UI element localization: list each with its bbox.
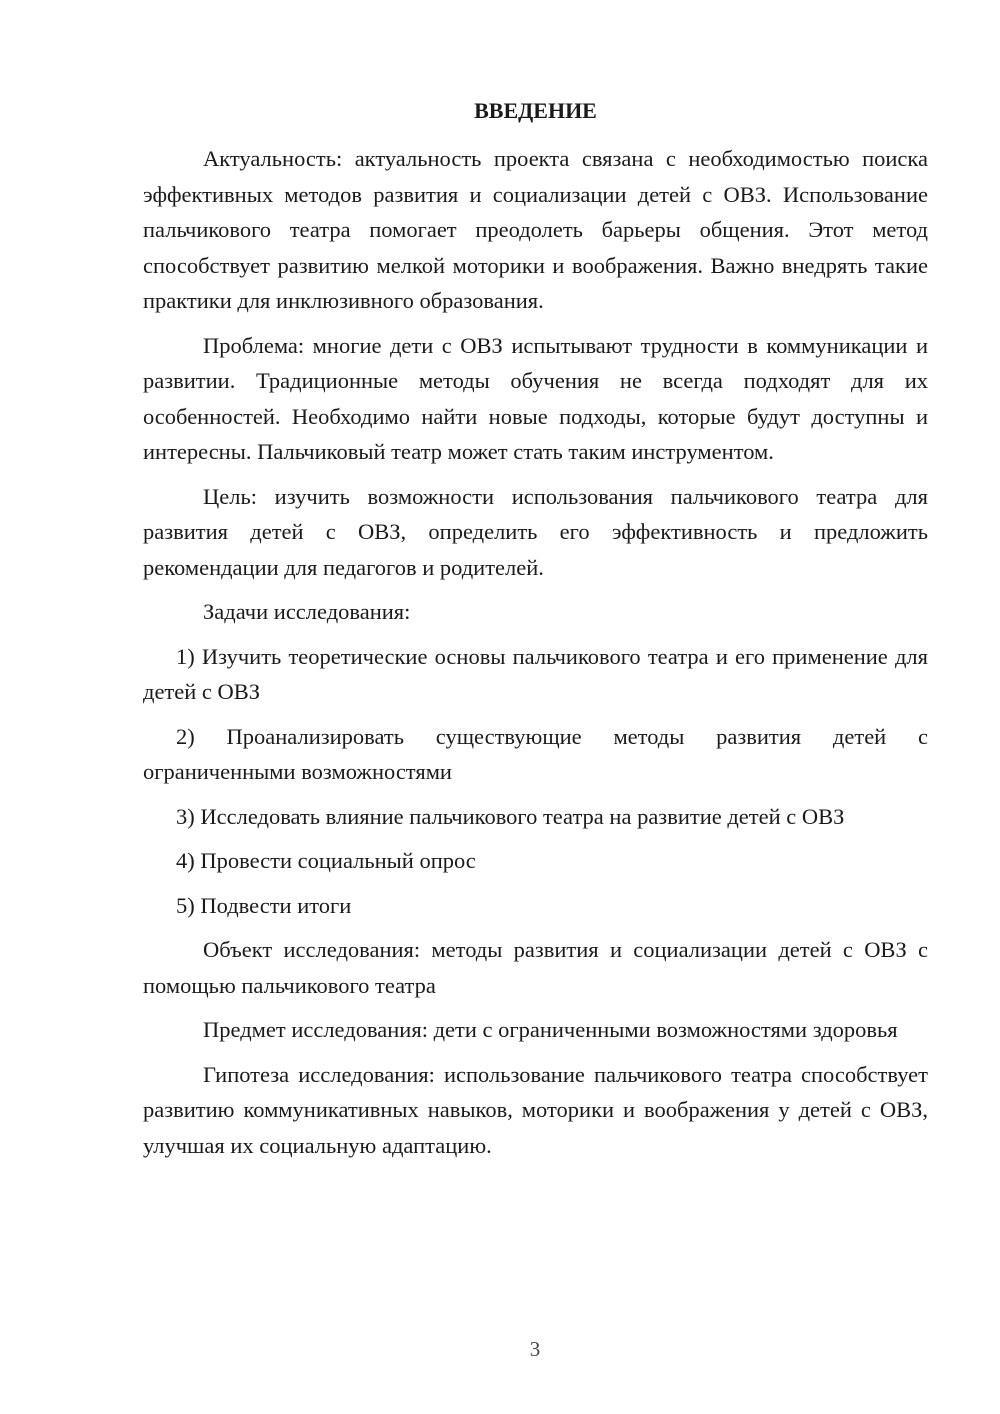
page-number: 3 (529, 1337, 541, 1361)
paragraph-relevance: Актуальность: актуальность проекта связана с необходимостью поиска эффективных методов развития и социализации детей с ОВЗ. Использование пальчикового театра помогает преодолеть барьеры общения. Этот метод способствует развитию мелкой моторики и воображения. Важно внедрять такие практики для инклюзивного образования. (143, 146, 928, 313)
paragraph-problem: Проблема: многие дети с ОВЗ испытывают трудности в коммуникации и развитии. Традиционные методы обучения не всегда подходят для их особенностей. Необходимо найти новые подходы, которые будут доступны и интересны. Пальчиковый театр может стать таким инструментом. (143, 332, 928, 464)
task-item-3: 3) Исследовать влияние пальчикового театра на развитие детей с ОВЗ (176, 803, 845, 829)
paragraph-goal: Цель: изучить возможности использования пальчикового театра для развития детей с ОВЗ, определить его эффективность и предложить рекомендации для педагогов и родителей. (143, 483, 928, 580)
tasks-title: Задачи исследования: (203, 599, 411, 624)
task-item-2: 2) Проанализировать существующие методы развития детей с ограниченными возможностями (143, 723, 928, 784)
section-heading: ВВЕДЕНИЕ (474, 98, 597, 123)
task-item-4: 4) Провести социальный опрос (176, 848, 476, 873)
page-content (143, 93, 928, 1172)
task-item-1: 1) Изучить теоретические основы пальчикового театра и его применение для детей с ОВЗ (143, 643, 928, 704)
paragraph-hypothesis: Гипотеза исследования: использование пальчикового театра способствует развитию коммуникативных навыков, моторики и воображения у детей с ОВЗ, улучшая их социальную адаптацию. (143, 1061, 928, 1158)
paragraph-object: Объект исследования: методы развития и социализации детей с ОВЗ с помощью пальчикового театра (143, 937, 928, 998)
paragraph-subject: Предмет исследования: дети с ограниченными возможностями здоровья (203, 1017, 898, 1042)
task-item-5: 5) Подвести итоги (176, 892, 352, 918)
